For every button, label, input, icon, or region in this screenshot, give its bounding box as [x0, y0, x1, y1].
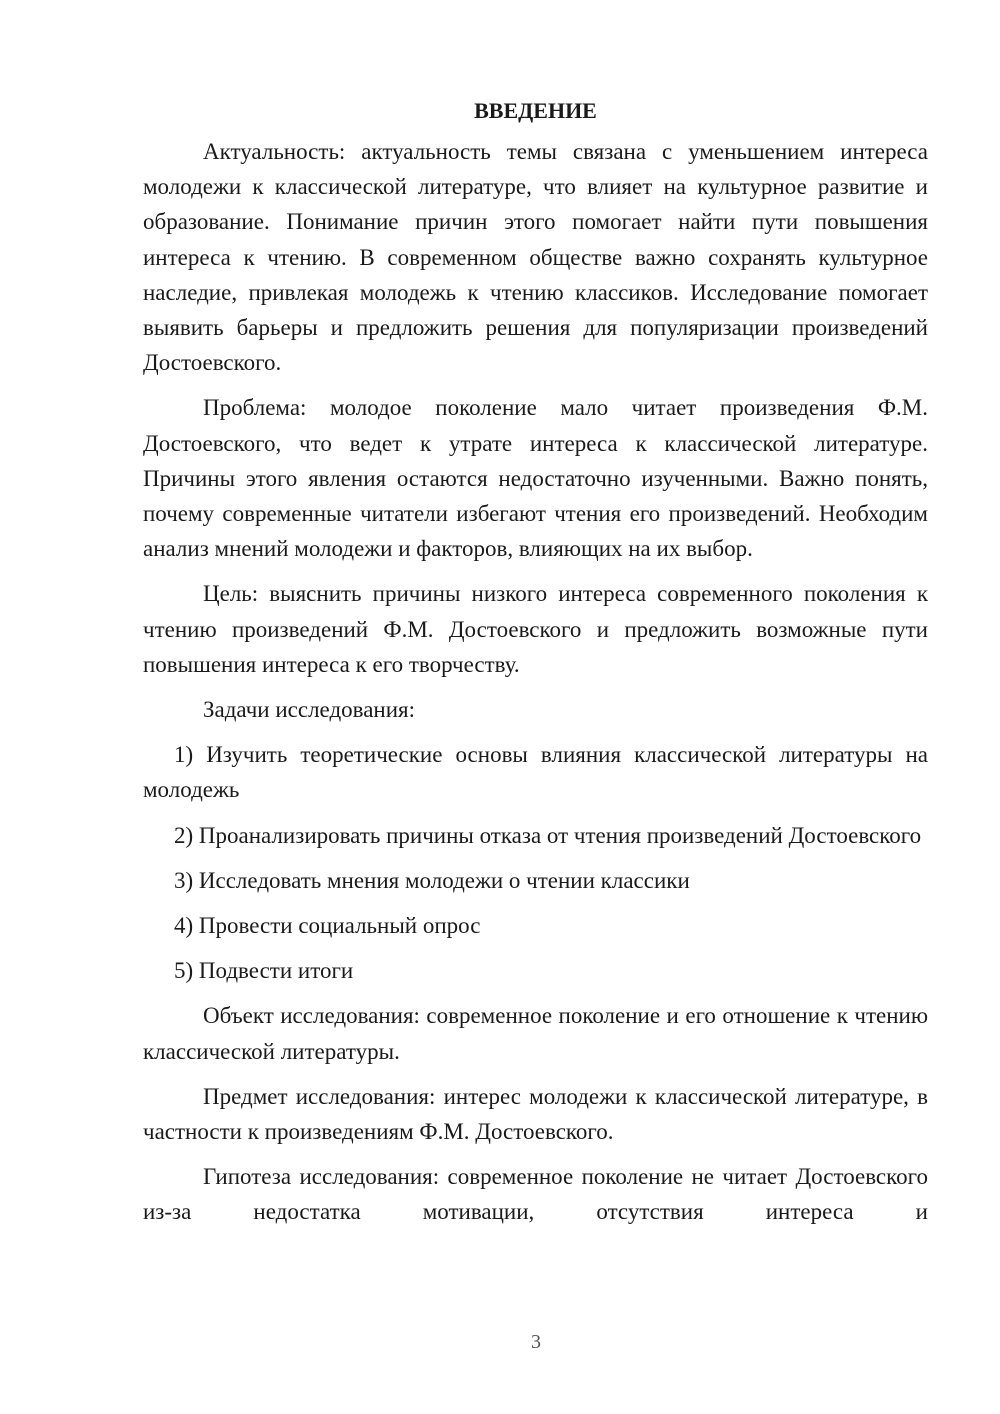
page-number: 3 — [531, 1331, 541, 1353]
paragraph-relevance: Актуальность: актуальность темы связана с уменьшением интереса молодежи к классической литературе, что влияет на культурное развитие и образование. Понимание причин этого помогает найти пути повышения интереса к чтению. В современном обществе важно сохранять культурное наследие, привлекая молодежь к чтению классиков. Исследование помогает выявить барьеры и предложить решения для популяризации произведений Достоевского. — [143, 139, 928, 376]
task-item-1: 1) Изучить теоретические основы влияния классической литературы на молодежь — [143, 742, 928, 803]
paragraph-goal: Цель: выяснить причины низкого интереса современного поколения к чтению произведений Ф.М. Достоевского и предложить возможные пути повышения интереса к его творчеству. — [143, 581, 928, 677]
paragraph-object: Объект исследования: современное поколение и его отношение к чтению классической литературы. — [143, 1003, 928, 1064]
paragraph-hypothesis: Гипотеза исследования: современное поколение не читает Достоевского из-за недостатка мотивации, отсутствия интереса и — [143, 1164, 928, 1225]
task-item-4: 4) Провести социальный опрос — [174, 913, 481, 939]
task-item-5: 5) Подвести итоги — [174, 958, 354, 984]
paragraph-subject: Предмет исследования: интерес молодежи к классической литературе, в частности к произведениям Ф.М. Достоевского. — [143, 1083, 928, 1145]
document-body — [143, 91, 928, 1240]
page-title: ВВЕДЕНИЕ — [474, 98, 597, 123]
tasks-label: Задачи исследования: — [203, 697, 416, 723]
task-item-2: 2) Проанализировать причины отказа от чтения произведений Достоевского — [174, 822, 922, 848]
task-item-3: 3) Исследовать мнения молодежи о чтении классики — [174, 867, 690, 893]
paragraph-problem: Проблема: молодое поколение мало читает произведения Ф.М. Достоевского, что ведет к утрате интереса к классической литературе. Причины этого явления остаются недостаточно изученными. Важно понять, почему современные читатели избегают чтения его произведений. Необходим анализ мнений молодежи и факторов, влияющих на их выбор. — [143, 395, 928, 562]
